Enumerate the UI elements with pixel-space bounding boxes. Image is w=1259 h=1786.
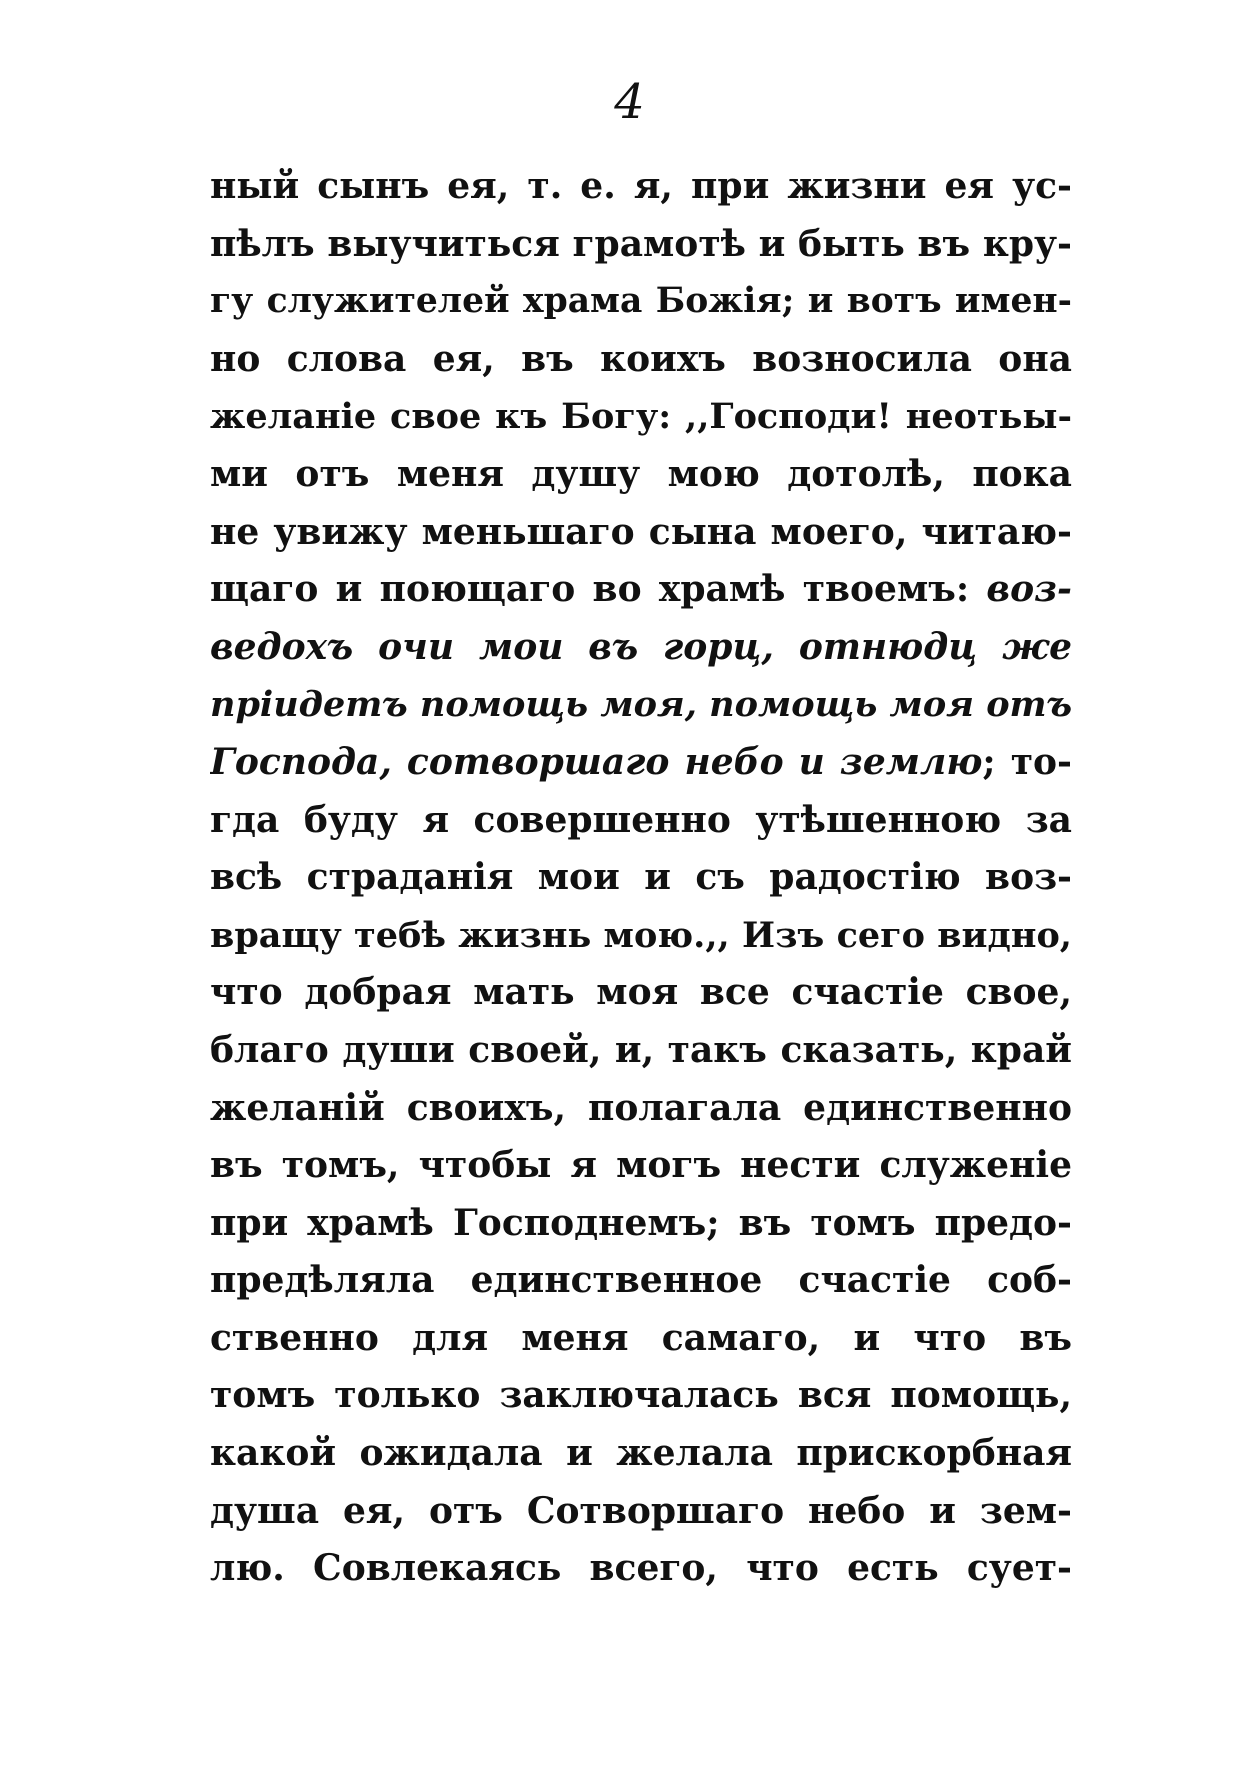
text-line	[210, 734, 1072, 792]
text-segment: лю. Совлекаясь всего, что есть сует-	[210, 1547, 1072, 1590]
italic-text-segment: Господа, сотворшаго небо и землю	[210, 740, 983, 783]
page-number: 4	[614, 74, 645, 130]
text-segment: ственно для меня самаго, и что въ	[210, 1316, 1072, 1359]
text-segment: щаго и поющаго во храмѣ твоемъ:	[210, 568, 987, 611]
text-segment: пѣлъ выучиться грамотѣ и быть въ кру-	[210, 222, 1072, 265]
italic-text-segment: пріидетъ помощь моя, помощь моя отъ	[210, 684, 1072, 726]
text-line	[210, 1195, 1072, 1253]
text-line	[210, 1022, 1072, 1080]
text-line	[210, 388, 1072, 446]
text-segment: желаніе свое къ Богу: ,,Господи! неотьы-	[210, 396, 1072, 438]
text-line	[210, 504, 1072, 562]
text-line	[210, 1367, 1072, 1425]
text-line	[210, 446, 1072, 504]
text-line	[210, 1310, 1072, 1368]
text-line	[210, 1080, 1072, 1138]
text-segment: ми отъ меня душу мою дотолѣ, пока	[210, 452, 1072, 495]
text-segment: гда буду я совершенно утѣшенною за	[210, 798, 1072, 841]
italic-text-segment: ведохъ очи мои въ горц, отнюдц же	[210, 625, 1072, 668]
text-segment: гу служителей храма Божія; и вотъ имен-	[210, 281, 1072, 322]
text-segment: но слова ея, въ коихъ возносила она	[210, 337, 1072, 380]
text-line	[210, 1137, 1072, 1195]
text-line	[210, 619, 1072, 677]
text-segment: не увижу меньшаго сына моего, читаю-	[210, 510, 1072, 553]
text-line	[210, 1483, 1072, 1541]
text-line	[210, 1425, 1072, 1483]
text-segment: предѣляла единственное счастіе соб-	[210, 1259, 1072, 1302]
text-line	[210, 907, 1072, 965]
text-segment: ; то-	[982, 740, 1072, 783]
text-line	[210, 331, 1072, 389]
text-segment: ный сынъ ея, т. е. я, при жизни ея ус-	[210, 165, 1072, 207]
text-line	[210, 216, 1072, 274]
text-line	[210, 1252, 1072, 1310]
text-segment: какой ожидала и желала прискорбная	[210, 1432, 1072, 1475]
italic-text-segment: воз-	[986, 568, 1072, 611]
body-text	[210, 158, 1072, 1598]
text-line	[210, 273, 1072, 331]
text-segment: томъ только заключалась вся помощь,	[210, 1374, 1072, 1417]
text-line	[210, 1540, 1072, 1598]
text-segment: душа ея, отъ Сотворшаго небо и зем-	[210, 1489, 1072, 1532]
text-segment: благо души своей, и, такъ сказать, край	[210, 1028, 1072, 1071]
text-line	[210, 158, 1072, 216]
text-line	[210, 964, 1072, 1022]
text-line	[210, 849, 1072, 907]
text-segment: желаній своихъ, полагала единственно	[210, 1086, 1072, 1129]
text-line	[210, 561, 1072, 619]
text-segment: что добрая мать моя все счастіе свое,	[210, 971, 1072, 1014]
text-segment: въ томъ, чтобы я могъ нести служеніе	[210, 1144, 1072, 1187]
text-line	[210, 792, 1072, 850]
text-segment: всѣ страданія мои и съ радостію воз-	[210, 856, 1072, 899]
text-segment: при храмѣ Господнемъ; въ томъ предо-	[210, 1201, 1072, 1244]
text-line	[210, 676, 1072, 734]
text-segment: вращу тебѣ жизнь мою.,, Изъ сего видно,	[210, 914, 1072, 956]
